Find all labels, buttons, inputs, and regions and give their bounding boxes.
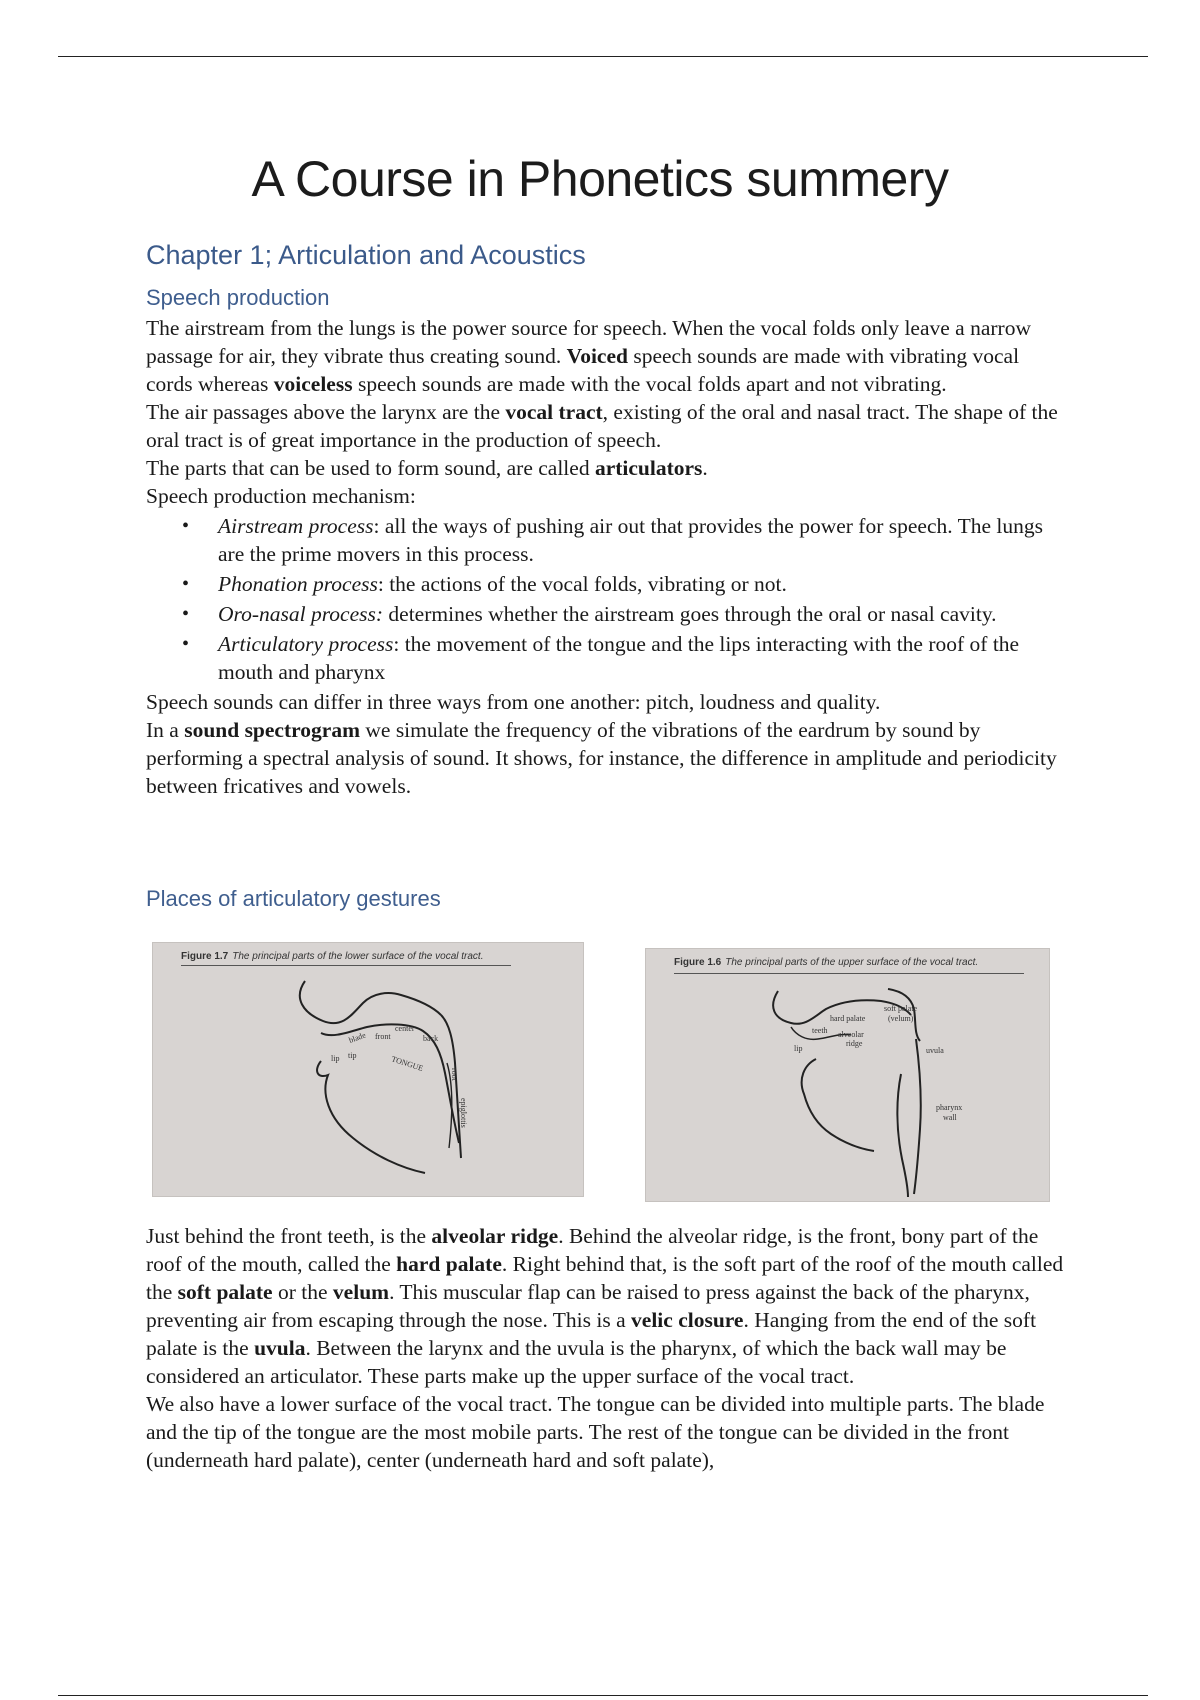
vocal-tract-upper-diagram [646, 949, 1049, 1201]
label-epiglottis: epiglottis [459, 1098, 468, 1128]
label-wall: wall [943, 1113, 957, 1122]
figure-caption: Figure 1.6 The principal parts of the upper surface of the vocal tract. [674, 957, 979, 968]
footer-rule [58, 1695, 1148, 1696]
term-voiced: Voiced [566, 344, 628, 368]
chapter-heading: Chapter 1; Articulation and Acoustics [146, 240, 586, 270]
label-tip: tip [348, 1051, 357, 1060]
term-hard-palate: hard palate [396, 1252, 502, 1276]
figure-caption: Figure 1.7 The principal parts of the lower surface of the vocal tract. [181, 951, 484, 962]
section-heading-speech-production: Speech production [146, 285, 330, 310]
places-body [146, 1222, 1066, 1474]
paragraph: The parts that can be used to form sound, are called articulators. [146, 456, 708, 480]
paragraph: We also have a lower surface of the vocal tract. The tongue can be divided into multiple parts. The blade and the tip of the tongue are the most mobile parts. The rest of the tongue can be divided in the front (underneath hard palate), center (underneath hard and soft palate), [146, 1392, 1045, 1472]
list-item: • Airstream process: all the ways of pushing air out that provides the power for speech. The lungs are the prime movers in this process. [146, 512, 1066, 568]
label-hard-palate: hard palate [830, 1014, 866, 1023]
term-sound-spectrogram: sound spectrogram [184, 718, 360, 742]
figure-lower-surface [152, 942, 584, 1197]
label-tongue: TONGUE [390, 1054, 425, 1074]
label-lip: lip [331, 1054, 340, 1063]
speech-production-body [146, 314, 1066, 800]
list-item: • Phonation process: the actions of the vocal folds, vibrating or not. [146, 570, 1066, 598]
term-velic-closure: velic closure [631, 1308, 744, 1332]
term-velum: velum [332, 1280, 390, 1304]
label-root: root [450, 1068, 459, 1081]
page-title: A Course in Phonetics summery [251, 151, 949, 207]
label-uvula: uvula [926, 1046, 944, 1055]
term-soft-palate: soft palate [177, 1280, 273, 1304]
jaw-outline [317, 1061, 425, 1173]
label-ridge: ridge [846, 1039, 863, 1048]
term-articulators: articulators [594, 456, 703, 480]
paragraph: In a sound spectrogram we simulate the frequency of the vibrations of the eardrum by sound by performing a spectral analysis of sound. It shows, for instance, the difference in amplitude and periodicity between fricatives and vowels. [146, 718, 1057, 798]
label-back: back [423, 1034, 439, 1043]
label-blade: blade [347, 1030, 367, 1045]
lower-jaw-outline [802, 1059, 874, 1151]
label-teeth: teeth [812, 1026, 828, 1035]
term-uvula: uvula [254, 1336, 306, 1360]
list-item: • Oro-nasal process: determines whether the airstream goes through the oral or nasal cavity. [146, 600, 1066, 628]
label-alveolar: alveolar [838, 1030, 864, 1039]
term-voiceless: voiceless [273, 372, 353, 396]
section-heading-places: Places of articulatory gestures [146, 886, 441, 911]
front-pharynx-outline [897, 1074, 908, 1197]
term-vocal-tract: vocal tract [505, 400, 603, 424]
tongue-outline [321, 1024, 459, 1143]
paragraph: The airstream from the lungs is the power source for speech. When the vocal folds only leave a narrow passage for air, they vibrate thus creating sound. Voiced speech sounds are made with vibrating vocal cords whereas voiceless speech sounds are made with the vocal folds apart and not vibrating. [146, 316, 1031, 396]
label-lip: lip [794, 1044, 803, 1053]
list-item: • Articulatory process: the movement of the tongue and the lips interacting with the roof of the mouth and pharynx [146, 630, 1066, 686]
pharynx-wall-outline [914, 1039, 921, 1194]
header-rule [58, 56, 1148, 57]
paragraph: Speech production mechanism: [146, 484, 416, 508]
paragraph: Just behind the front teeth, is the alveolar ridge. Behind the alveolar ridge, is the front, bony part of the roof of the mouth, called the hard palate. Right behind that, is the soft part of the roof of the mouth called the soft palate or the velum. This muscular flap can be raised to press against the back of the pharynx, preventing air from escaping through the nose. This is a velic closure. Hanging from the end of the soft palate is the uvula. Between the larynx and the uvula is the pharynx, of which the back wall may be considered an articulator. These parts make up the upper surface of the vocal tract. [146, 1224, 1064, 1388]
paragraph: Speech sounds can differ in three ways from one another: pitch, loudness and quality. [146, 690, 881, 714]
label-velum: (velum) [888, 1014, 914, 1023]
vocal-tract-lower-diagram [153, 943, 583, 1196]
label-soft-palate: soft palate [884, 1004, 918, 1013]
upper-lip-palate-outline [300, 981, 441, 1023]
label-center: center [395, 1024, 415, 1033]
figure-upper-surface [645, 948, 1050, 1202]
label-front: front [375, 1032, 391, 1041]
label-pharynx: pharynx [936, 1103, 963, 1112]
mechanism-list [146, 512, 1066, 686]
paragraph: The air passages above the larynx are the vocal tract, existing of the oral and nasal tract. The shape of the oral tract is of great importance in the production of speech. [146, 400, 1058, 452]
term-alveolar-ridge: alveolar ridge [431, 1224, 559, 1248]
